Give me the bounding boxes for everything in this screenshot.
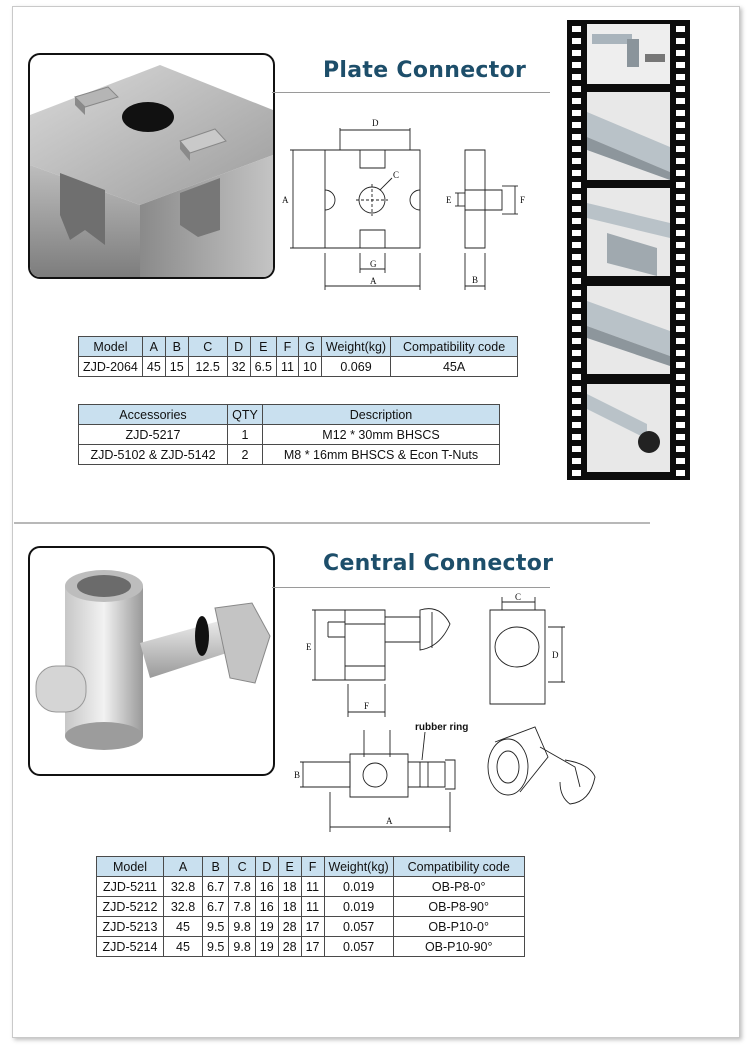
central-dim-e: E — [306, 642, 312, 652]
cell: 15 — [165, 357, 188, 377]
cell: 6.5 — [250, 357, 276, 377]
col-a: A — [142, 337, 165, 357]
cell: OB-P8-90° — [393, 897, 524, 917]
cell: 6.7 — [203, 897, 229, 917]
col-weight: Weight(kg) — [321, 337, 390, 357]
cell: ZJD-5217 — [79, 425, 228, 445]
cell: 19 — [255, 937, 278, 957]
col-c: C — [188, 337, 227, 357]
cell: ZJD-5212 — [97, 897, 164, 917]
plate-dim-g: G — [370, 259, 377, 269]
col-qty: QTY — [228, 405, 263, 425]
central-connector-drawing — [290, 592, 620, 842]
col-b: B — [165, 337, 188, 357]
cell: 16 — [255, 897, 278, 917]
cell: 19 — [255, 917, 278, 937]
table-row — [97, 917, 525, 937]
table-row — [79, 445, 500, 465]
plate-dim-a-left: A — [282, 195, 289, 205]
cell: 45 — [164, 937, 203, 957]
cell: 0.019 — [324, 897, 393, 917]
section-divider — [14, 522, 650, 524]
plate-connector-title: Plate Connector — [323, 58, 527, 83]
plate-dim-b: B — [472, 275, 479, 285]
cell: 9.5 — [203, 937, 229, 957]
table-header-row — [79, 405, 500, 425]
cell: 28 — [278, 917, 301, 937]
col-b: B — [203, 857, 229, 877]
col-f: F — [277, 337, 299, 357]
col-d: D — [255, 857, 278, 877]
gallery-photo-3 — [587, 188, 670, 276]
cell: 45 — [164, 917, 203, 937]
col-g: G — [298, 337, 321, 357]
cell: 18 — [278, 897, 301, 917]
cell: ZJD-5211 — [97, 877, 164, 897]
col-e: E — [278, 857, 301, 877]
col-weight: Weight(kg) — [324, 857, 393, 877]
cell: 32.8 — [164, 897, 203, 917]
central-dim-a: A — [386, 816, 393, 826]
cell: 28 — [278, 937, 301, 957]
cell: 7.8 — [229, 897, 255, 917]
cell: 10 — [298, 357, 321, 377]
col-a: A — [164, 857, 203, 877]
cell: ZJD-5102 & ZJD-5142 — [79, 445, 228, 465]
central-connector-title: Central Connector — [323, 551, 554, 576]
cell: 2 — [228, 445, 263, 465]
table-row — [79, 425, 500, 445]
cell: OB-P10-90° — [393, 937, 524, 957]
cell: 9.8 — [229, 917, 255, 937]
rubber-ring-label: rubber ring — [415, 722, 469, 733]
plate-spec-table — [78, 336, 518, 377]
col-d: D — [227, 337, 250, 357]
col-model: Model — [79, 337, 143, 357]
cell: 6.7 — [203, 877, 229, 897]
cell: ZJD-5214 — [97, 937, 164, 957]
col-compat: Compatibility code — [391, 337, 518, 357]
cell: 32 — [227, 357, 250, 377]
cell: 12.5 — [188, 357, 227, 377]
plate-connector-photo — [28, 53, 275, 279]
cell: ZJD-5213 — [97, 917, 164, 937]
cell: 0.057 — [324, 937, 393, 957]
cell: 32.8 — [164, 877, 203, 897]
cell: 0.057 — [324, 917, 393, 937]
cell: 45 — [142, 357, 165, 377]
cell: 1 — [228, 425, 263, 445]
table-row — [97, 937, 525, 957]
col-description: Description — [263, 405, 500, 425]
cell: ZJD-2064 — [79, 357, 143, 377]
table-header-row — [79, 337, 518, 357]
col-compat: Compatibility code — [393, 857, 524, 877]
central-dim-d: D — [552, 650, 559, 660]
film-strip-gallery — [567, 20, 690, 480]
plate-dim-e: E — [446, 195, 452, 205]
plate-dim-c: C — [393, 170, 400, 180]
film-sprocket-holes-left — [572, 26, 581, 476]
cell: 7.8 — [229, 877, 255, 897]
cell: OB-P8-0° — [393, 877, 524, 897]
col-c: C — [229, 857, 255, 877]
central-spec-table — [96, 856, 525, 957]
plate-connector-drawing — [280, 108, 550, 293]
cell: 45A — [391, 357, 518, 377]
cell: 9.8 — [229, 937, 255, 957]
cell: 17 — [301, 937, 324, 957]
cell: 11 — [301, 877, 324, 897]
gallery-photo-1 — [587, 24, 670, 84]
cell: 0.019 — [324, 877, 393, 897]
cell: 16 — [255, 877, 278, 897]
plate-title-rule — [272, 92, 550, 93]
table-row — [79, 357, 518, 377]
film-sprocket-holes-right — [676, 26, 685, 476]
gallery-photo-5 — [587, 384, 670, 472]
gallery-photo-2 — [587, 92, 670, 180]
central-dim-c: C — [515, 592, 522, 602]
gallery-photo-4 — [587, 286, 670, 374]
table-row — [97, 897, 525, 917]
central-connector-photo — [28, 546, 275, 776]
cell: M12 * 30mm BHSCS — [263, 425, 500, 445]
cell: 11 — [277, 357, 299, 377]
plate-accessories-table — [78, 404, 500, 465]
cell: 11 — [301, 897, 324, 917]
cell: 17 — [301, 917, 324, 937]
cell: 18 — [278, 877, 301, 897]
cell: M8 * 16mm BHSCS & Econ T-Nuts — [263, 445, 500, 465]
col-f: F — [301, 857, 324, 877]
table-row — [97, 877, 525, 897]
plate-dim-d: D — [372, 118, 379, 128]
central-title-rule — [272, 587, 550, 588]
cell: 9.5 — [203, 917, 229, 937]
col-accessories: Accessories — [79, 405, 228, 425]
col-e: E — [250, 337, 276, 357]
table-header-row — [97, 857, 525, 877]
plate-dim-a-bottom: A — [370, 276, 377, 286]
plate-dim-f: F — [520, 195, 526, 205]
col-model: Model — [97, 857, 164, 877]
central-dim-b: B — [294, 770, 301, 780]
cell: OB-P10-0° — [393, 917, 524, 937]
cell: 0.069 — [321, 357, 390, 377]
central-dim-f: F — [364, 701, 370, 711]
